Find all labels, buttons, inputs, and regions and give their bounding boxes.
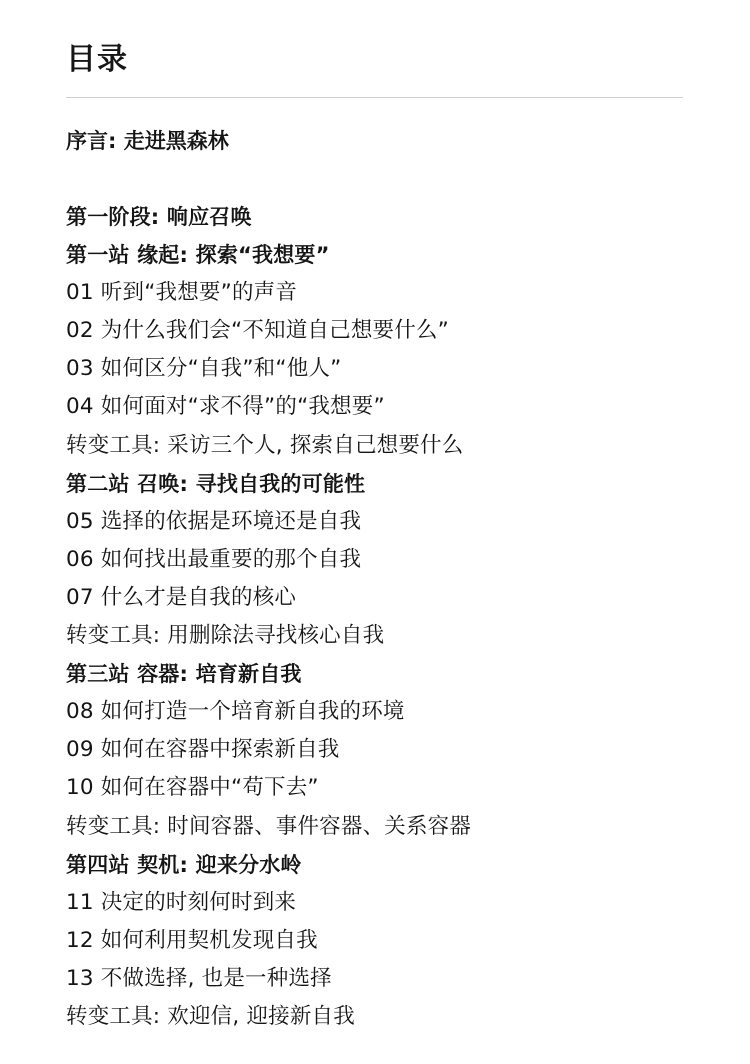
toc-chapter-item: 01 听到“我想要”的声音 — [66, 280, 298, 306]
title-divider — [66, 97, 683, 98]
toc-chapter-item: 02 为什么我们会“不知道自己想要什么” — [66, 318, 449, 344]
toc-tool-item: 转变工具: 采访三个人, 探索自己想要什么 — [66, 432, 464, 458]
toc-chapter-item: 12 如何利用契机发现自我 — [66, 927, 318, 953]
toc-tool-item: 转变工具: 时间容器、事件容器、关系容器 — [66, 813, 472, 839]
toc-station-heading: 第三站 容器: 培育新自我 — [66, 662, 302, 687]
toc-chapter-item: 05 选择的依据是环境还是自我 — [66, 508, 362, 534]
toc-station-heading: 第一站 缘起: 探索“我想要” — [66, 243, 330, 268]
preface-entry: 序言: 走进黑森林 — [66, 129, 229, 153]
toc-tool-item: 转变工具: 欢迎信, 迎接新自我 — [66, 1003, 355, 1029]
toc-section-heading: 第一阶段: 响应召唤 — [66, 205, 252, 229]
toc-tool-item: 转变工具: 用删除法寻找核心自我 — [66, 623, 385, 649]
toc-chapter-item: 13 不做选择, 也是一种选择 — [66, 965, 332, 991]
toc-chapter-item: 06 如何找出最重要的那个自我 — [66, 546, 362, 572]
toc-chapter-item: 07 什么才是自我的核心 — [66, 584, 297, 610]
toc-list — [66, 198, 471, 1036]
toc-chapter-item: 09 如何在容器中探索新自我 — [66, 737, 340, 763]
toc-chapter-item: 10 如何在容器中“苟下去” — [66, 775, 319, 801]
toc-station-heading: 第二站 召唤: 寻找自我的可能性 — [66, 471, 366, 496]
toc-chapter-item: 04 如何面对“求不得”的“我想要” — [66, 394, 385, 420]
toc-chapter-item: 08 如何打造一个培育新自我的环境 — [66, 699, 405, 725]
page-title: 目录 — [66, 42, 128, 77]
toc-chapter-item: 11 决定的时刻何时到来 — [66, 889, 297, 915]
toc-station-heading: 第四站 契机: 迎来分水岭 — [66, 852, 302, 877]
toc-chapter-item: 03 如何区分“自我”和“他人” — [66, 356, 342, 382]
